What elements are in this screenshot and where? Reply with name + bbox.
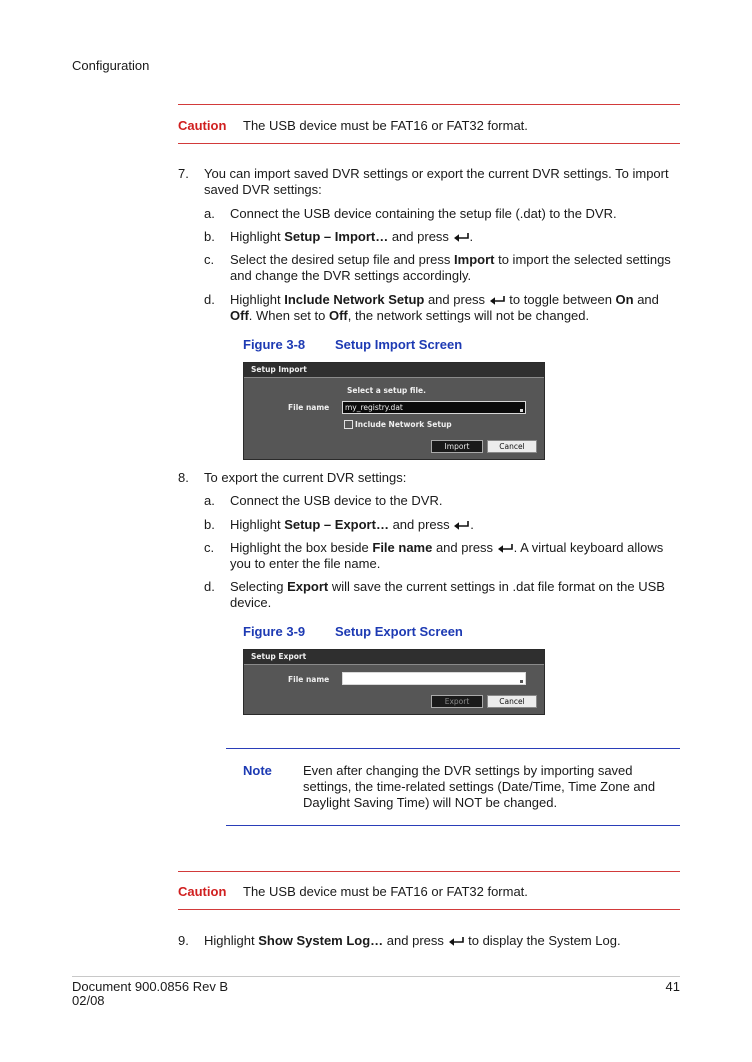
dropdown-indicator-icon	[520, 680, 523, 683]
section-header: Configuration	[72, 58, 150, 73]
caution-text: The USB device must be FAT16 or FAT32 format.	[243, 884, 528, 899]
note-top-rule	[226, 748, 680, 749]
dialog-prompt: Select a setup file.	[347, 386, 426, 395]
checkbox-label: Include Network Setup	[355, 420, 452, 429]
step-number: 9.	[178, 933, 189, 948]
page-number: 41	[665, 979, 680, 994]
substep-letter: a.	[204, 493, 215, 508]
substep-letter: c.	[204, 540, 215, 555]
file-name-field[interactable]	[342, 672, 526, 685]
step-text: To export the current DVR settings:	[204, 470, 407, 485]
substep-text: Highlight the box beside File name and press . A virtual keyboard allows you to enter the file name.	[230, 540, 664, 571]
file-name-label: File name	[288, 675, 330, 684]
setup-export-dialog	[243, 649, 545, 715]
include-network-checkbox[interactable]	[344, 420, 353, 429]
caution-label: Caution	[178, 118, 227, 133]
footer-date: 02/08	[72, 993, 105, 1008]
figure-caption: Setup Export Screen	[335, 624, 463, 639]
figure-number: Figure 3-9	[243, 624, 306, 639]
dialog-title: Setup Import	[244, 363, 544, 378]
substep-text: Highlight Setup – Export… and press .	[230, 517, 474, 532]
setup-import-dialog	[243, 362, 545, 460]
step-text: You can import saved DVR settings or export the current DVR settings. To import saved DVR settings:	[204, 166, 669, 197]
export-button[interactable]: Export	[431, 695, 483, 708]
caution-text: The USB device must be FAT16 or FAT32 format.	[243, 118, 528, 133]
step-number: 8.	[178, 470, 189, 485]
enter-key-icon	[453, 232, 470, 242]
figure-number: Figure 3-8	[243, 337, 306, 352]
note-text: Even after changing the DVR settings by importing saved settings, the time-related settings (Date/Time, Time Zone and Daylight Saving Time) will NOT be changed.	[303, 763, 656, 810]
caution-top-rule	[178, 104, 680, 105]
caution-label: Caution	[178, 884, 227, 899]
note-label: Note	[243, 763, 272, 778]
substep-text: Select the desired setup file and press Import to import the selected settings and change the DVR settings accordingly.	[230, 252, 671, 283]
dropdown-indicator-icon	[520, 409, 523, 412]
substep-letter: a.	[204, 206, 215, 221]
footer-rule	[72, 976, 680, 977]
substep-text: Highlight Include Network Setup and press to toggle between On and Off. When set to Off, the network settings will not be changed.	[230, 292, 659, 323]
step-number: 7.	[178, 166, 189, 181]
enter-key-icon	[489, 295, 506, 305]
step-text: Highlight Show System Log… and press to display the System Log.	[204, 933, 621, 948]
footer-doc-id: Document 900.0856 Rev B	[72, 979, 229, 994]
substep-text: Highlight Setup – Import… and press .	[230, 229, 474, 244]
caution-bottom-rule	[178, 909, 680, 910]
enter-key-icon	[453, 520, 470, 530]
substep-letter: d.	[204, 579, 215, 594]
substep-letter: d.	[204, 292, 215, 307]
import-button[interactable]: Import	[431, 440, 483, 453]
cancel-button[interactable]: Cancel	[487, 440, 537, 453]
file-name-field[interactable]: my_registry.dat	[342, 401, 526, 414]
substep-letter: b.	[204, 517, 215, 532]
substep-text: Connect the USB device to the DVR.	[230, 493, 443, 508]
substep-letter: c.	[204, 252, 215, 267]
enter-key-icon	[448, 936, 465, 946]
dialog-title: Setup Export	[244, 650, 544, 665]
substep-text: Connect the USB device containing the setup file (.dat) to the DVR.	[230, 206, 617, 221]
enter-key-icon	[497, 543, 514, 553]
note-bottom-rule	[226, 825, 680, 826]
substep-letter: b.	[204, 229, 215, 244]
file-name-label: File name	[288, 403, 330, 412]
substep-text: Selecting Export will save the current settings in .dat file format on the USB device.	[230, 579, 665, 610]
figure-caption: Setup Import Screen	[335, 337, 463, 352]
cancel-button[interactable]: Cancel	[487, 695, 537, 708]
caution-top-rule	[178, 871, 680, 872]
caution-bottom-rule	[178, 143, 680, 144]
